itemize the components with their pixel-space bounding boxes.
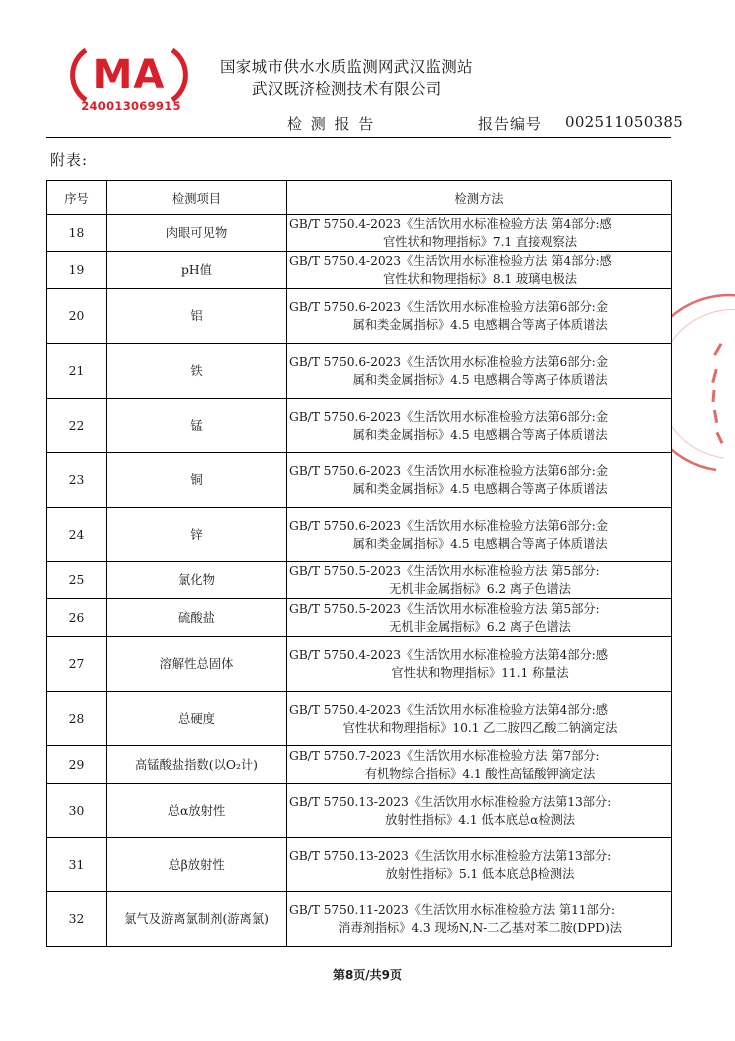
table-row bbox=[47, 215, 672, 252]
table-row bbox=[47, 508, 672, 562]
row-no: 29 bbox=[47, 746, 107, 784]
row-no: 32 bbox=[47, 892, 107, 947]
row-no: 27 bbox=[47, 637, 107, 692]
page-footer: 第8页/共9页 bbox=[332, 968, 403, 982]
header-divider bbox=[46, 137, 671, 138]
row-method bbox=[287, 562, 672, 599]
method-line1: GB/T 5750.6-2023《生活饮用水标准检验方法第6部分:金 bbox=[289, 409, 608, 424]
table-row bbox=[47, 784, 672, 838]
table-row bbox=[47, 399, 672, 453]
row-item: 肉眼可见物 bbox=[107, 215, 287, 252]
row-method bbox=[287, 344, 672, 399]
row-item: 氯气及游离氯制剂(游离氯) bbox=[107, 892, 287, 947]
method-line2: 属和类金属指标》4.5 电感耦合等离子体质谱法 bbox=[352, 482, 608, 496]
row-method bbox=[287, 252, 672, 289]
report-title: 检 测 报 告 bbox=[287, 115, 376, 133]
row-item: 硫酸盐 bbox=[107, 599, 287, 637]
table-row bbox=[47, 892, 672, 947]
method-line2: 属和类金属指标》4.5 电感耦合等离子体质谱法 bbox=[352, 536, 608, 551]
svg-text:MA: MA bbox=[92, 52, 166, 98]
table-row bbox=[47, 637, 672, 692]
row-no: 18 bbox=[47, 215, 107, 252]
row-no: 24 bbox=[47, 508, 107, 562]
row-item: 溶解性总固体 bbox=[107, 637, 287, 692]
method-line2: 消毒剂指标》4.3 现场N,N-二乙基对苯二胺(DPD)法 bbox=[338, 921, 622, 935]
row-no: 31 bbox=[47, 838, 107, 892]
row-item: 铝 bbox=[107, 289, 287, 344]
row-method bbox=[287, 453, 672, 508]
header-method: 检测方法 bbox=[287, 181, 672, 215]
method-line2: 无机非金属指标》6.2 离子色谱法 bbox=[389, 619, 571, 634]
row-method bbox=[287, 289, 672, 344]
row-item: 锌 bbox=[107, 508, 287, 562]
method-line1: GB/T 5750.7-2023《生活饮用水标准检验方法 第7部分: bbox=[289, 748, 600, 763]
method-line1: GB/T 5750.13-2023《生活饮用水标准检验方法第13部分: bbox=[289, 848, 612, 863]
cma-number: 240013069915 bbox=[81, 99, 181, 113]
method-line1: GB/T 5750.4-2023《生活饮用水标准检验方法第4部分:感 bbox=[289, 702, 608, 717]
row-item: 铜 bbox=[107, 453, 287, 508]
table-row bbox=[47, 692, 672, 746]
row-method bbox=[287, 508, 672, 562]
method-line2: 属和类金属指标》4.5 电感耦合等离子体质谱法 bbox=[352, 318, 608, 332]
row-method bbox=[287, 746, 672, 784]
table-row bbox=[47, 252, 672, 289]
row-method bbox=[287, 692, 672, 746]
table-row bbox=[47, 289, 672, 344]
row-item: 氯化物 bbox=[107, 562, 287, 599]
report-number: 002511050385 bbox=[565, 113, 684, 131]
row-method bbox=[287, 215, 672, 252]
header-item: 检测项目 bbox=[107, 181, 287, 215]
method-line1: GB/T 5750.4-2023《生活饮用水标准检验方法 第4部分:感 bbox=[289, 217, 612, 231]
row-method bbox=[287, 399, 672, 453]
method-line1: GB/T 5750.5-2023《生活饮用水标准检验方法 第5部分: bbox=[289, 601, 600, 616]
method-line2: 属和类金属指标》4.5 电感耦合等离子体质谱法 bbox=[352, 373, 608, 387]
row-no: 21 bbox=[47, 344, 107, 399]
method-line2: 官性状和物理指标》8.1 玻璃电极法 bbox=[383, 272, 577, 286]
company-seal-stamp bbox=[672, 290, 735, 480]
row-item: 锰 bbox=[107, 399, 287, 453]
row-item: 总α放射性 bbox=[107, 784, 287, 838]
method-line1: GB/T 5750.11-2023《生活饮用水标准检验方法 第11部分: bbox=[289, 903, 615, 917]
method-line2: 属和类金属指标》4.5 电感耦合等离子体质谱法 bbox=[352, 427, 608, 442]
row-no: 25 bbox=[47, 562, 107, 599]
method-line2: 官性状和物理指标》11.1 称量法 bbox=[391, 666, 569, 680]
table-row bbox=[47, 562, 672, 599]
row-no: 19 bbox=[47, 252, 107, 289]
method-line1: GB/T 5750.4-2023《生活饮用水标准检验方法 第4部分:感 bbox=[289, 254, 612, 268]
row-item: 总硬度 bbox=[107, 692, 287, 746]
row-no: 20 bbox=[47, 289, 107, 344]
method-line1: GB/T 5750.4-2023《生活饮用水标准检验方法第4部分:感 bbox=[289, 648, 608, 662]
row-method bbox=[287, 784, 672, 838]
row-item: 总β放射性 bbox=[107, 838, 287, 892]
org-name-line2: 武汉既济检测技术有限公司 bbox=[252, 80, 442, 98]
org-name-line1: 国家城市供水水质监测网武汉监测站 bbox=[220, 58, 473, 76]
row-method bbox=[287, 892, 672, 947]
results-table bbox=[46, 180, 672, 947]
row-method bbox=[287, 838, 672, 892]
method-line1: GB/T 5750.6-2023《生活饮用水标准检验方法第6部分:金 bbox=[289, 300, 608, 314]
method-line2: 有机物综合指标》4.1 酸性高锰酸钾滴定法 bbox=[364, 766, 596, 781]
row-method bbox=[287, 637, 672, 692]
table-row bbox=[47, 599, 672, 637]
row-item: 高锰酸盐指数(以O₂计) bbox=[107, 746, 287, 784]
method-line1: GB/T 5750.6-2023《生活饮用水标准检验方法第6部分:金 bbox=[289, 464, 608, 478]
appendix-label: 附表: bbox=[50, 151, 89, 169]
row-method bbox=[287, 599, 672, 637]
row-no: 28 bbox=[47, 692, 107, 746]
method-line1: GB/T 5750.6-2023《生活饮用水标准检验方法第6部分:金 bbox=[289, 355, 608, 369]
table-header-row bbox=[47, 181, 672, 215]
row-no: 26 bbox=[47, 599, 107, 637]
table-row bbox=[47, 838, 672, 892]
header-no: 序号 bbox=[47, 181, 107, 215]
method-line2: 放射性指标》4.1 低本底总α检测法 bbox=[385, 812, 575, 827]
method-line2: 无机非金属指标》6.2 离子色谱法 bbox=[389, 582, 571, 596]
method-line2: 放射性指标》5.1 低本底总β检测法 bbox=[385, 866, 575, 881]
table-row bbox=[47, 344, 672, 399]
method-line1: GB/T 5750.6-2023《生活饮用水标准检验方法第6部分:金 bbox=[289, 518, 608, 533]
method-line2: 官性状和物理指标》10.1 乙二胺四乙酸二钠滴定法 bbox=[342, 720, 618, 735]
method-line1: GB/T 5750.13-2023《生活饮用水标准检验方法第13部分: bbox=[289, 794, 612, 809]
table-row bbox=[47, 453, 672, 508]
row-no: 22 bbox=[47, 399, 107, 453]
method-line1: GB/T 5750.5-2023《生活饮用水标准检验方法 第5部分: bbox=[289, 564, 600, 578]
row-item: pH值 bbox=[107, 252, 287, 289]
table-row bbox=[47, 746, 672, 784]
report-number-label: 报告编号 bbox=[478, 115, 543, 133]
row-item: 铁 bbox=[107, 344, 287, 399]
row-no: 23 bbox=[47, 453, 107, 508]
method-line2: 官性状和物理指标》7.1 直接观察法 bbox=[383, 235, 577, 249]
row-no: 30 bbox=[47, 784, 107, 838]
